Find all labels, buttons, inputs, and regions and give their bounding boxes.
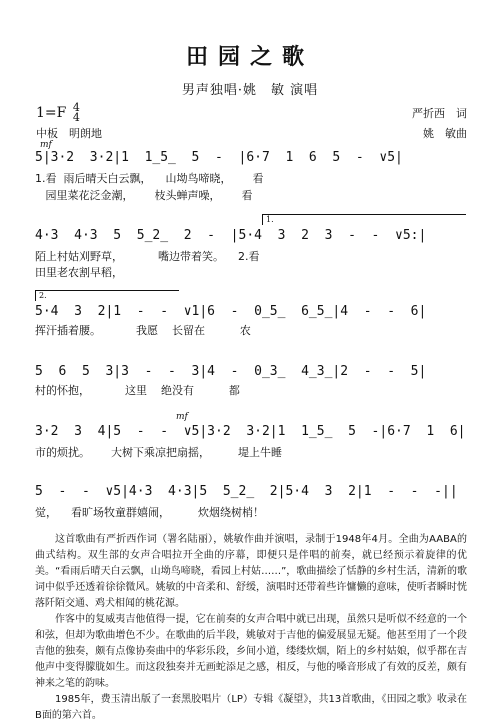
notation-line-1: 5|3·2 3·2|1 1̲5̲ 5 - |6·7 1 6 5 - ∨5| [35, 150, 403, 165]
lyricist-credit: 严折西 词 [412, 107, 467, 120]
description-paragraph: 1985年，费玉清出版了一套黑胶唱片（LP）专辑《凝望》，共13首歌曲，《田园之歌》收录在B面的第六首。 [35, 694, 467, 721]
key-label: 1=F [36, 105, 67, 121]
notation-line-3: 5·4 3 2|1 - - ∨1|6 - 0̲5̲ 6̲5̲|4 - - 6| [35, 304, 427, 319]
notation-line-5: 3·2 3 4|5 - - ∨5|3·2 3·2|1 1̲5̲ 5 -|6·7 1 6| [35, 424, 466, 439]
composer-credit: 姚 敏曲 [423, 127, 467, 140]
description-paragraph: 作客中的复威夷吉他值得一提，它在前奏的女声合唱中就已出现，虽然只是听似不经意的一个和弦，但却为歌曲增色不少。在歌曲的后半段，姚敏对于吉他的偏爱展显无疑。他甚至用了一个段吉他的独奏，颇有点像协奏曲中的华彩乐段，乡间小道，缕缕炊烟，陌上的乡村姑娘，似乎都在吉他声中变得朦胧如生。而这段独奏并无画蛇添足之感，相反，与他的嗓音形成了有效的反差，颇有神来之笔的韵味。 [35, 614, 467, 689]
notation-line-6: 5 - - ∨5|4·3 4·3|5 5̲2̲ 2|5·4 3 2|1 - - -|| [35, 484, 458, 499]
lyric-line-5: 市的烦扰。 大树下乘凉把扇摇， 堤上牛睡 [35, 446, 282, 459]
dynamic-mark: mf [40, 140, 52, 150]
lyric-line-4: 村的怀抱， 这里 绝没有 都 [35, 384, 240, 397]
second-ending-bracket: 2. [35, 290, 179, 301]
lyric-line-2b: 田里老农割早稻， [35, 266, 123, 279]
description-paragraph: 这首歌曲有严折西作词（署名陆丽），姚敏作曲并演唱，录制于1948年4月。全曲为AABA的曲式结构。双生部的女声合唱拉开全曲的序幕，即便只是伴唱的前奏，就已经预示着旋律的优美。“看雨后晴天白云飘，山坳鸟啼晓，看园上村姑……”，歌曲描绘了恬静的乡村生活，清新的歌词中似乎还透着徐徐微风。姚敏的中音柔和、舒缓，演唱时还带着些许慵懒的意味，使听者瞬时恍落阡陌交通、鸡犬相闻的桃花源。 [35, 534, 467, 609]
time-top: 4 [72, 101, 80, 114]
song-description [35, 532, 467, 724]
time-signature [73, 103, 80, 123]
lyric-line-6: 觉， 看旷场牧童群嬉闹， 炊烟绕树梢！ [35, 506, 264, 519]
lyric-line-1a: 1.看 雨后晴天白云飘， 山坳鸟啼晓， 看 [35, 172, 264, 185]
tempo-marking: 中板 明朗地 [36, 127, 102, 140]
song-title: 田园之歌 [185, 44, 314, 70]
notation-line-4: 5 6 5 3|3 - - 3|4 - 0̲3̲ 4̲3̲|2 - - 5| [35, 364, 427, 379]
notation-line-2: 4·3 4·3 5 5̲2̲ 2 - |5·4 3 2 3 - - ∨5:| [35, 228, 427, 243]
lyric-line-3: 挥汗插着腰。 我愿 长留在 农 [35, 324, 251, 337]
lyric-line-2a: 陌上村姑刈野草， 嘴边带着笑。 2.看 [35, 250, 260, 263]
lyric-line-1b: 园里菜花泛金潮， 枝头蝉声噪， 看 [35, 189, 253, 202]
dynamic-mark: mf [176, 412, 188, 422]
first-ending-bracket: 1. [262, 214, 466, 225]
key-signature [36, 103, 80, 123]
time-bottom: 4 [72, 111, 80, 124]
performer-line: 男声独唱·姚 敏 演唱 [181, 83, 319, 98]
